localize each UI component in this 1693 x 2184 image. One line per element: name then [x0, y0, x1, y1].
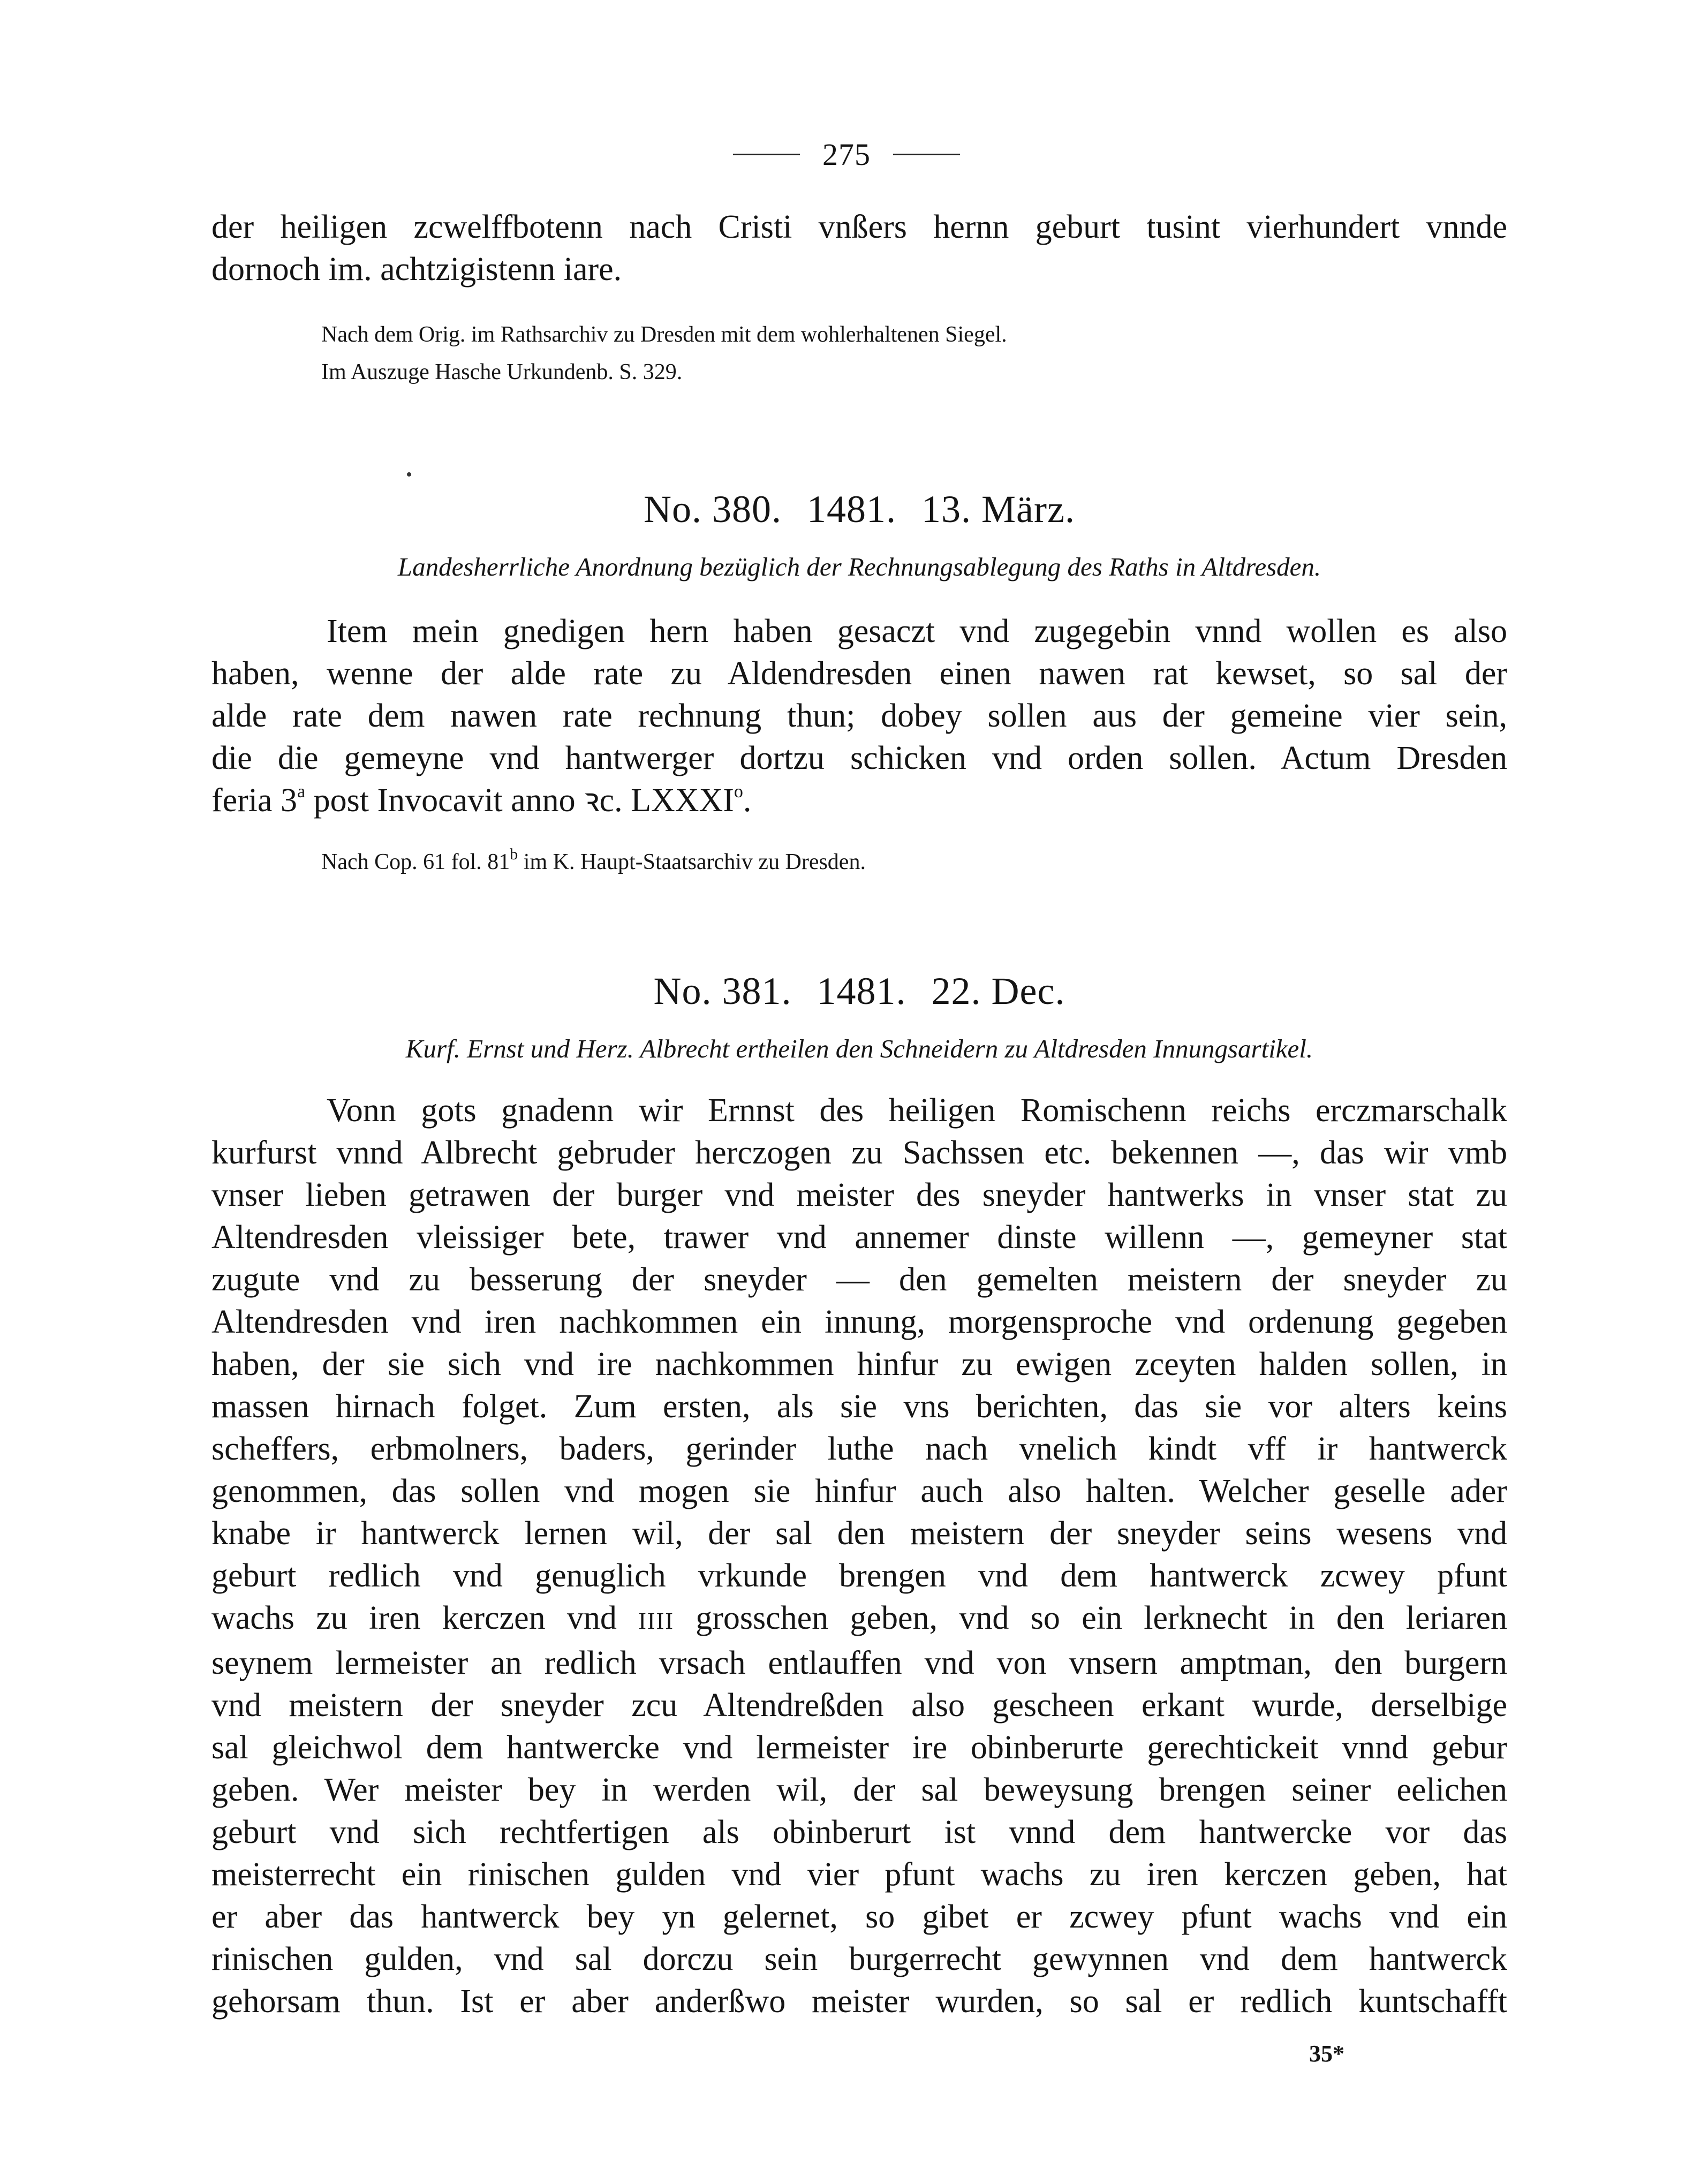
- superscript: o: [734, 782, 743, 802]
- text-line: knabe ir hantwerck lernen wil, der sal den meistern der sneyder seins wesens vnd: [211, 1515, 1507, 1552]
- text-line: geben. Wer meister bey in werden wil, der sal beweysung brengen seiner eelichen: [211, 1772, 1507, 1808]
- doc-year: 1481.: [807, 488, 897, 531]
- superscript: a: [297, 782, 306, 802]
- doc-date: 13. März.: [921, 488, 1075, 531]
- doc-380-text: [211, 610, 1507, 822]
- text-segment: post Invocavit anno ꝛc. LXXXI: [305, 782, 734, 819]
- text-line: Altendresden vleissiger bete, trawer vnd annemer dinste willenn —, gemeyner stat: [211, 1219, 1507, 1256]
- doc-381-subtitle: Kurf. Ernst und Herz. Albrecht ertheilen den Schneidern zu Altdresden Innungsartikel.: [405, 1034, 1313, 1063]
- text-line: massen hirnach folget. Zum ersten, als sie vns berichten, das sie vor alters keins: [211, 1388, 1507, 1425]
- doc-381-heading: [211, 969, 1507, 1014]
- text-line: geburt vnd sich rechtfertigen als obinberurt ist vnnd dem hantwercke vor das: [211, 1814, 1507, 1850]
- intro-paragraph: [211, 206, 1507, 291]
- text-segment: wachs zu iren kerczen vnd: [211, 1600, 639, 1636]
- signature-mark: 35*: [1309, 2041, 1344, 2067]
- doc-380-subtitle: Landesherrliche Anordnung bezüglich der Rechnungsablegung des Raths in Altdresden.: [397, 552, 1321, 581]
- header-rule-right: [893, 154, 960, 155]
- note-line: Im Auszuge Hasche Urkundenb. S. 329.: [321, 360, 683, 384]
- text-line: dornoch im. achtzigistenn iare.: [211, 251, 622, 288]
- print-speck: [407, 472, 411, 477]
- text-segment: .: [743, 782, 752, 819]
- page-number: 275: [822, 137, 871, 172]
- doc-year: 1481.: [817, 970, 906, 1012]
- source-note-top: [321, 316, 1617, 391]
- text-segment: grosschen geben, vnd so ein lerknecht in den leriaren: [674, 1600, 1508, 1636]
- page-header: [0, 133, 1693, 176]
- text-line: der heiligen zcwelffbotenn nach Cristi vnßers hernn geburt tusint vierhundert vnnde: [211, 209, 1507, 245]
- text-line: kurfurst vnnd Albrecht gebruder herczogen zu Sachssen etc. bekennen —, das wir vmb: [211, 1135, 1507, 1171]
- text-line: alde rate dem nawen rate rechnung thun; dobey sollen aus der gemeine vier sein,: [211, 698, 1507, 734]
- text-line: vnser lieben getrawen der burger vnd meister des sneyder hantwerks in vnser stat zu: [211, 1177, 1507, 1213]
- doc-381-text: [211, 1090, 1507, 2023]
- text-line: gehorsam thun. Ist er aber anderßwo meister wurden, so sal er redlich kuntschafft: [211, 1983, 1507, 2020]
- text-line: [211, 780, 1507, 822]
- text-line: meisterrecht ein rinischen gulden vnd vier pfunt wachs zu iren kerczen geben, hat: [211, 1856, 1507, 1893]
- doc-380-heading: [211, 487, 1507, 532]
- text-line: haben, wenne der alde rate zu Aldendresden einen nawen rat kewset, so sal der: [211, 655, 1507, 692]
- superscript: b: [510, 845, 518, 863]
- text-line: rinischen gulden, vnd sal dorczu sein burgerrecht gewynnen vnd dem hantwerck: [211, 1941, 1507, 1977]
- text-segment: feria 3: [211, 782, 298, 819]
- text-line: zugute vnd zu besserung der sneyder — den gemelten meistern der sneyder zu: [211, 1261, 1507, 1298]
- doc-number: No. 380.: [644, 488, 782, 531]
- doc-380-source-note: [321, 843, 1617, 881]
- text-line: scheffers, erbmolners, baders, gerinder luthe nach vnelich kindt vff ir hantwerck: [211, 1431, 1507, 1467]
- doc-date: 22. Dec.: [931, 970, 1065, 1012]
- text-segment: Nach Cop. 61 fol. 81: [321, 850, 510, 874]
- text-line: geburt redlich vnd genuglich vrkunde brengen vnd dem hantwerck zcwey pfunt: [211, 1558, 1507, 1594]
- text-line: er aber das hantwerck bey yn gelernet, so gibet er zcwey pfunt wachs vnd ein: [211, 1899, 1507, 1935]
- small-caps-numeral: IIII: [638, 1608, 674, 1634]
- text-line: vnd meistern der sneyder zcu Altendreßden also gescheen erkant wurde, derselbige: [211, 1687, 1507, 1724]
- text-line: [211, 1597, 1507, 1642]
- text-line: die die gemeyne vnd hantwerger dortzu schicken vnd orden sollen. Actum Dresden: [211, 740, 1507, 776]
- text-line: Vonn gots gnadenn wir Ernnst des heiligen Romischenn reichs erczmarschalk: [327, 1092, 1507, 1129]
- text-line: genommen, das sollen vnd mogen sie hinfur auch also halten. Welcher geselle ader: [211, 1473, 1507, 1509]
- text-segment: im K. Haupt-Staatsarchiv zu Dresden.: [518, 850, 866, 874]
- doc-number: No. 381.: [653, 970, 792, 1012]
- text-line: Item mein gnedigen hern haben gesaczt vnd zugegebin vnnd wollen es also: [327, 613, 1507, 649]
- header-rule-left: [733, 154, 800, 155]
- note-line: [321, 843, 1617, 881]
- text-line: seynem lermeister an redlich vrsach entlauffen vnd von vnsern amptman, den burgern: [211, 1645, 1507, 1681]
- text-line: Altendresden vnd iren nachkommen ein innung, morgensproche vnd ordenung gegeben: [211, 1304, 1507, 1340]
- text-line: haben, der sie sich vnd ire nachkommen hinfur zu ewigen zceyten halden sollen, in: [211, 1346, 1507, 1382]
- note-line: Nach dem Orig. im Rathsarchiv zu Dresden mit dem wohlerhaltenen Siegel.: [321, 322, 1007, 347]
- text-line: sal gleichwol dem hantwercke vnd lermeister ire obinberurte gerechtickeit vnnd gebur: [211, 1729, 1507, 1766]
